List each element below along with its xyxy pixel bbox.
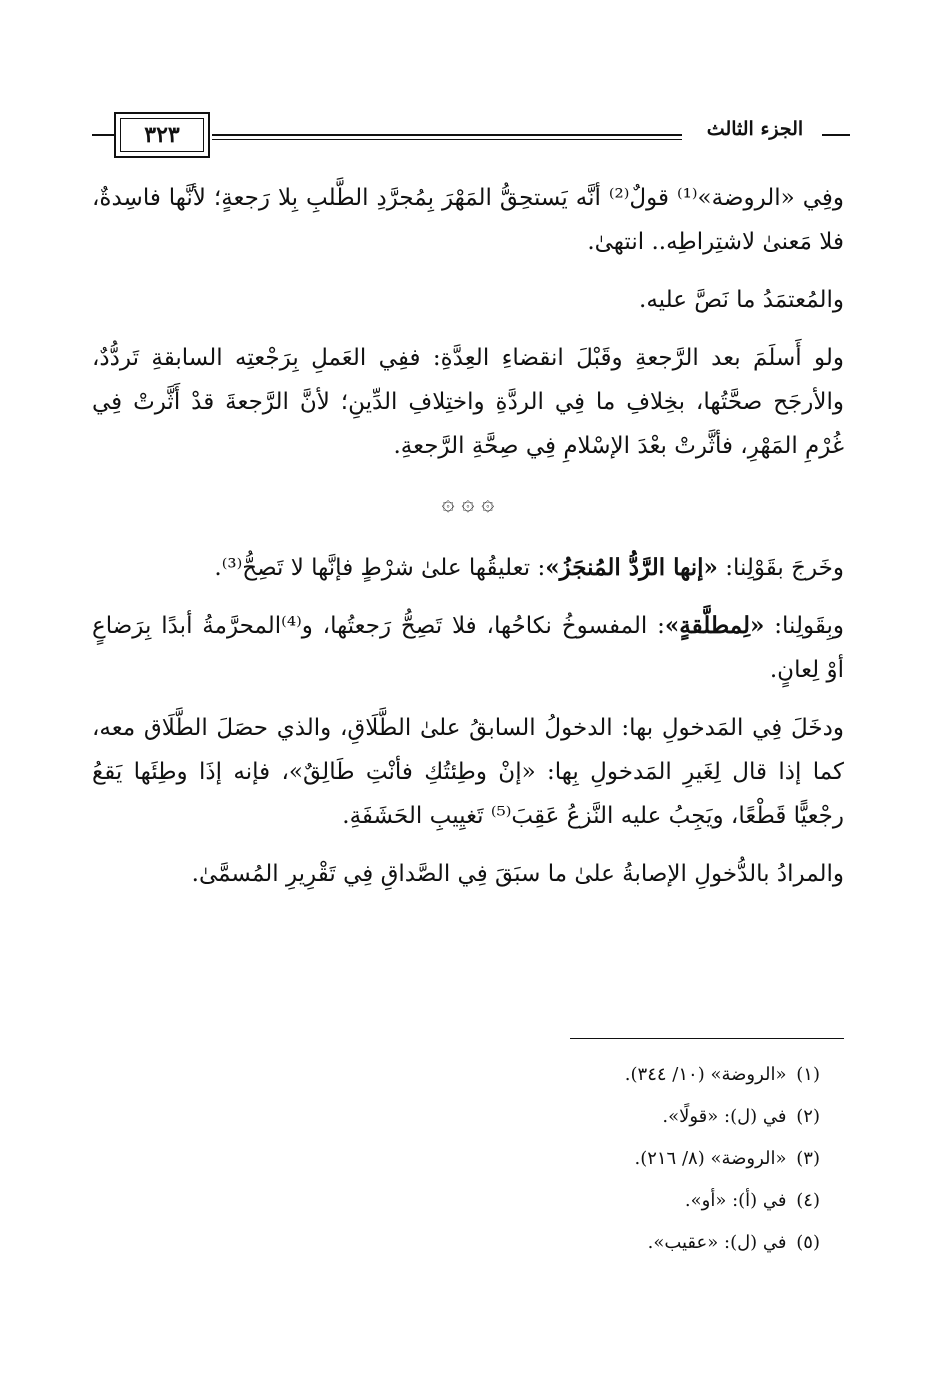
- star-ornament-icons: ۞ ۞ ۞: [441, 491, 495, 516]
- footnote-text: في (أ): «أو».: [684, 1190, 787, 1211]
- footnote-number: (٥): [796, 1232, 820, 1253]
- paragraph-4-rest: : تعليقُها علىٰ شرْطٍ فإنَّها لا تَصِحُّ⁽³⁾.: [214, 555, 546, 581]
- paragraph-5: [92, 604, 844, 692]
- footnote-text: «الروضة» (٨/ ٢١٦).: [634, 1148, 787, 1169]
- page-header: [92, 112, 852, 162]
- footnote-separator: [570, 1038, 844, 1039]
- footnote-2: [92, 1096, 820, 1138]
- main-text: [92, 176, 844, 910]
- running-title: الجزء الثالث: [706, 118, 804, 140]
- footnote-1: [92, 1054, 820, 1096]
- paragraph-1: وفِي «الروضة»⁽¹⁾ قولٌ⁽²⁾ أنَّه يَستحِقُّ المَهْرَ بِمُجرَّدِ الطَّلبِ بِلا رَجعةٍ؛ لأنَّها فاسِدةٌ، فلا مَعنىٰ لاشتِراطِه.. انتهىٰ.: [92, 185, 844, 255]
- header-rule-middle-thin: [212, 139, 682, 140]
- paragraph-5-quote: «لِمطلَّقةٍ»: [664, 612, 765, 639]
- paragraph-3: ولو أَسلَمَ بعد الرَّجعةِ وقَبْلَ انقضاءِ العِدَّةِ: ففِي العَملِ بِرَجْعتِه السابقةِ تَردُّدٌ، والأرجَح صحَّتُها، بخِلافِ ما فِي الردَّةِ واختِلافِ الدِّينِ؛ لأنَّ الرَّجعةَ قدْ أَثَّرتْ فِي غُرْمِ المَهْرِ، فأثَّرتْ بعْدَ الإسْلامِ فِي صِحَّةِ الرَّجعةِ.: [92, 345, 844, 459]
- page-number-frame: [114, 112, 210, 158]
- header-rule-left: [92, 134, 114, 136]
- paragraph-4-quote: «إنها الرَّدُّ المُنجَزُ»: [545, 554, 718, 581]
- footnote-number: (١): [796, 1064, 820, 1085]
- footnote-4: [92, 1180, 820, 1222]
- paragraph-5-lead: وبِقَولِنا:: [764, 613, 844, 639]
- paragraph-2: والمُعتمَدُ ما نَصَّ عليه.: [639, 287, 844, 313]
- footnote-number: (٢): [796, 1106, 820, 1127]
- footnote-5: [92, 1222, 820, 1264]
- header-rule-right: [822, 134, 850, 136]
- paragraph-7: والمرادُ بالدُّخولِ الإصابةُ علىٰ ما سبَقَ فِي الصَّداقِ فِي تَقْرِيرِ المُسمَّىٰ.: [191, 861, 844, 887]
- paragraph-6: ودخَلَ فِي المَدخولِ بها: الدخولُ السابقُ علىٰ الطَّلَاقِ، والذي حصَلَ الطَّلَاق معه، كما إذا قال لِغَيرِ المَدخولِ بِها: «إنْ وطِئتُكِ فأنْتِ طَالِقٌ»، فإنه إذَا وطِئَها يَقعُ رجْعيًّا قَطْعًا، ويَجِبُ عليه النَّزعُ عَقِبَ⁽⁵⁾ تَغيِيبِ الحَشَفَةِ.: [92, 715, 844, 829]
- footnote-3: [92, 1138, 820, 1180]
- footnote-number: (٣): [796, 1148, 820, 1169]
- footnotes: [92, 1054, 844, 1264]
- footnote-text: «الروضة» (١٠/ ٣٤٤).: [624, 1064, 787, 1085]
- paragraph-4-lead: وخَرجَ بقَوْلِنا:: [717, 555, 844, 581]
- paragraph-4: [92, 546, 844, 590]
- page-number: ٣٢٣: [120, 118, 204, 152]
- footnote-text: في (ل): «قولًا».: [662, 1106, 787, 1127]
- header-rule-middle: [212, 134, 682, 136]
- paragraph-5-rest: : المفسوخُ نكاحُها، فلا تَصِحُّ رَجعتُها، و⁽⁴⁾المحرَّمةُ أبدًا بِرَضاعٍ أوْ لِعانٍ.: [92, 613, 844, 683]
- section-divider: [92, 482, 844, 526]
- footnote-text: في (ل): «عقيب».: [647, 1232, 787, 1253]
- footnote-number: (٤): [796, 1190, 820, 1211]
